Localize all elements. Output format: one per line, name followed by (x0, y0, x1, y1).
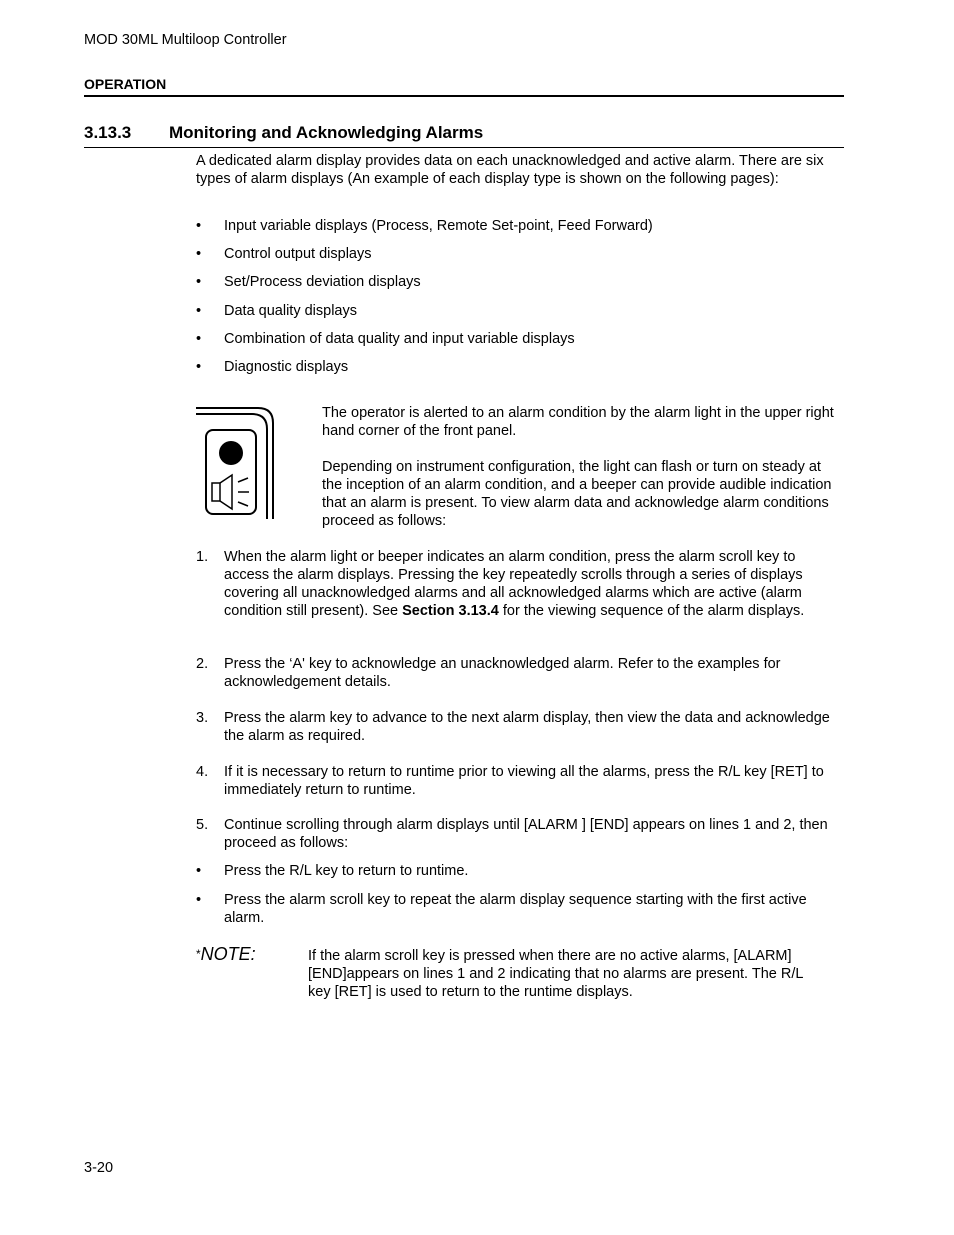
speaker-icon (212, 475, 249, 509)
section-title: Monitoring and Acknowledging Alarms (169, 123, 484, 142)
header-rule (84, 95, 844, 97)
note-label: *NOTE: (196, 944, 256, 964)
bullet-icon: • (196, 274, 202, 290)
page-number: 3-20 (84, 1160, 114, 1176)
bullet-icon: • (196, 218, 202, 234)
alert-paragraph: The operator is alerted to an alarm condition by the alarm light in the upper right hand corner of the front panel. (322, 405, 834, 439)
section-rule (84, 147, 844, 148)
bullet-icon: • (196, 303, 202, 319)
note-text: If the alarm scroll key is pressed when there are no active alarms, [ALARM] [END]appears on lines 1 and 2 indicating that no alarms are present. The R/L key [RET] is used to return to the runtime displays. (308, 948, 803, 1000)
bullet-icon: • (196, 892, 202, 908)
bullet-icon: • (196, 246, 202, 262)
intro-paragraph: A dedicated alarm display provides data on each unacknowledged and active alarm. There are six types of alarm displays (An example of each display type is shown on the following pages): (196, 153, 824, 187)
alarm-light-icon (219, 441, 243, 465)
bullet-icon: • (196, 863, 202, 879)
section-number: 3.13.3 (84, 123, 132, 142)
chapter-label: OPERATION (84, 76, 167, 92)
bullet-icon: • (196, 331, 202, 347)
front-panel-figure (196, 405, 276, 521)
bullet-icon: • (196, 359, 202, 375)
document-header-title: MOD 30ML Multiloop Controller (84, 32, 287, 48)
section-reference: Section 3.13.4 (402, 603, 499, 619)
alert-paragraph: Depending on instrument configuration, the light can flash or turn on steady at the inception of an alarm condition, and a beeper can provide audible indication that an alarm is present. To view alarm data and acknowledge alarm conditions proceed as follows: (322, 459, 832, 529)
